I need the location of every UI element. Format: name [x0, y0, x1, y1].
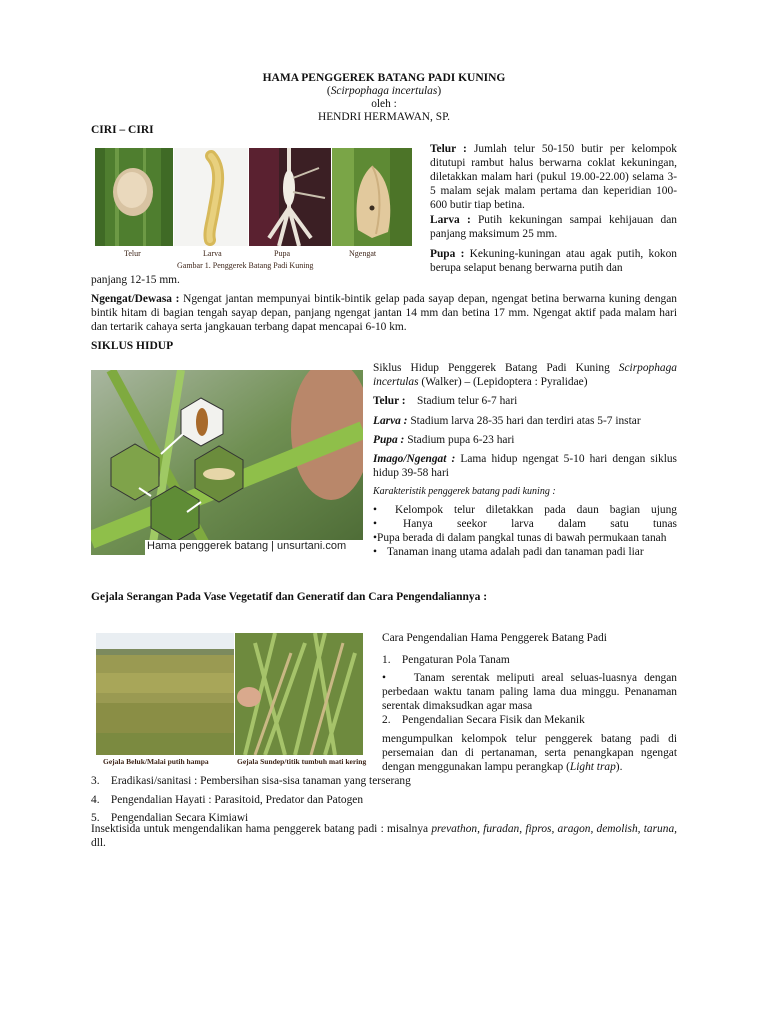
pupa-text: Kekuning-kuningan atau agak putih, kokon berupa selaput benang berwarna putih dan [430, 248, 677, 274]
by-line: oleh : [371, 98, 397, 110]
larva-desc [430, 214, 677, 242]
siklus-larva-label: Larva : [373, 415, 408, 427]
karakter-text: Kelompok telur diletakkan pada daun bagian ujung [395, 504, 677, 516]
cara-item-2: 2. Pengendalian Secara Fisik dan Mekanik [382, 714, 585, 726]
siklus-imago-text: Lama hidup ngengat 5-10 hari dengan siklus hidup 39-58 hari [373, 453, 677, 479]
label-ngengat: Ngengat [349, 249, 377, 258]
page-subtitle [0, 85, 768, 98]
telur-photo [95, 148, 173, 246]
page-title: HAMA PENGGEREK BATANG PADI KUNING [262, 72, 506, 84]
label-larva: Larva [203, 249, 222, 258]
siklus-photo [91, 370, 363, 555]
siklus-pupa-label: Pupa : [373, 434, 405, 446]
sundep-photo [235, 633, 363, 755]
cara-item-5: 5. Pengendalian Secara Kimiawi [91, 812, 249, 824]
siklus-intro-a: Siklus Hidup Penggerek Batang Padi Kuning [373, 362, 610, 374]
cara-item-2-text [382, 733, 677, 775]
ngengat-text: Ngengat jantan mempunyai bintik-bintik gelap pada sayap depan, ngengat betina berwarna kuning dengan bintik hitam di bagian tengah sayap depan, panjang ngengat jantan 14 mm dan betina 17 mm. Ngengat aktif pada malam hari dan tertarik cahaya serta jangkauan terbang dapat mencapai 6-10 km. [91, 293, 677, 333]
insektisida-a: Insektisida untuk mengendalikan hama penggerek batang padi : misalnya [91, 823, 429, 835]
beluk-caption: Gejala Beluk/Malai putih hampa [103, 757, 209, 766]
siklus-imago-label: Imago/Ngengat : [373, 453, 456, 465]
larva-text: Putih kekuningan sampai kehijauan dan panjang maksimum 25 mm. [430, 214, 677, 240]
bullet-icon: • [373, 517, 377, 530]
siklus-larva-text: Stadium larva 28-35 hari dan terdiri atas 5-7 instar [410, 415, 641, 427]
cara-item-2-latin: Light trap [569, 760, 616, 773]
siklus-pupa-text: Stadium pupa 6-23 hari [407, 434, 515, 446]
cara-item-2-end: ). [615, 760, 623, 773]
ngengat-label: Ngengat/Dewasa : [91, 293, 180, 305]
figure-caption: Gambar 1. Penggerek Batang Padi Kuning [177, 261, 314, 270]
paren-close: ) [437, 85, 442, 97]
sundep-caption: Gejala Sundep/titik tumbuh mati kering [237, 757, 367, 766]
karakter-title: Karakteristik penggerek batang padi kuning : [373, 486, 556, 497]
label-telur: Telur [124, 249, 141, 258]
cara-item-3: 3. Eradikasi/sanitasi : Pembersihan sisa-sisa tanaman yang terserang [91, 775, 411, 787]
gejala-heading: Gejala Serangan Pada Vase Vegetatif dan Generatif dan Cara Pengendaliannya : [91, 591, 488, 603]
ngengat-desc [91, 293, 677, 335]
karakter-item [373, 518, 677, 532]
cara-item-4: 4. Pengendalian Hayati : Parasitoid, Predator dan Patogen [91, 794, 364, 806]
siklus-pupa [373, 434, 514, 448]
karakter-item [373, 504, 677, 518]
siklus-telur [373, 395, 517, 409]
karakter-text-wrap [377, 532, 666, 544]
siklus-telur-label: Telur : [373, 395, 406, 407]
siklus-larva [373, 415, 641, 429]
document-header [0, 72, 768, 124]
larva-image [174, 148, 248, 246]
ciri-heading: CIRI – CIRI [91, 124, 154, 136]
pupa-label: Pupa : [430, 248, 465, 260]
beluk-image [96, 633, 234, 755]
siklus-photo-caption: Hama penggerek batang | unsurtani.com [147, 540, 347, 552]
label-pupa: Pupa [274, 249, 290, 258]
bullet-icon: • [373, 504, 377, 516]
insektisida-text [91, 823, 677, 851]
insektisida-latin: prevathon, furadan, fipros, aragon, demolish, taruna, [431, 823, 677, 835]
pupa-desc-cont: panjang 12-15 mm. [91, 274, 180, 286]
karakter-text: Tanaman inang utama adalah padi dan tanaman padi liar [387, 545, 644, 558]
siklus-heading: SIKLUS HIDUP [91, 340, 174, 352]
sundep-image [235, 633, 363, 755]
pupa-desc [430, 248, 677, 276]
cara-item-1-text: • Tanam serentak meliputi areal seluas-luasnya dengan perbedaan waktu tanam paling lama dua minggu. Penanaman serentak dimaksudkan agar masa [382, 672, 680, 712]
beluk-photo [96, 633, 234, 755]
ngengat-image [332, 148, 412, 246]
paren-open: ( [326, 85, 331, 97]
karakter-text: Pupa berada di dalam pangkal tunas di bawah permukaan tanah [377, 531, 667, 544]
bullet-icon: • [373, 545, 377, 558]
author-name: HENDRI HERMAWAN, SP. [318, 111, 450, 123]
cara-title: Cara Pengendalian Hama Penggerek Batang Padi [382, 632, 607, 644]
siklus-intro-b: (Walker) – (Lepidoptera : Pyralidae) [421, 375, 588, 388]
karakter-list [373, 504, 677, 560]
bullet-icon: • [373, 531, 377, 544]
pupa-photo [249, 148, 331, 246]
siklus-imago [373, 453, 677, 481]
siklus-image [91, 370, 363, 555]
karakter-item [373, 546, 677, 560]
cara-item-2-body: mengumpulkan kelompok telur penggerek batang padi di persemaian dan di pertanaman, serta penangkapan ngengat dengan menggunakan lampu perangkap ( [382, 733, 677, 773]
subtitle-latin: Scirpophaga incertulas [330, 85, 438, 97]
telur-image [95, 148, 173, 246]
pupa-image [249, 148, 331, 246]
telur-label: Telur : [430, 143, 467, 155]
karakter-item [373, 532, 677, 546]
siklus-intro-latin: Scirpophaga incertulas [373, 362, 677, 388]
karakter-text: Hanya seekor larva dalam satu tunas [403, 517, 677, 530]
telur-desc [430, 143, 677, 213]
larva-photo [174, 148, 248, 246]
telur-text: Jumlah telur 50-150 butir per kelompok ditutupi rambut halus berwarna coklat kekuningan, diletakkan malam hari (pukul 19.00-22.00) selama 3-5 malam sejak malam pertama dan keperidian 100-600 butir tiap betina. [430, 143, 677, 211]
siklus-intro [373, 362, 677, 390]
cara-item-1: 1. Pengaturan Pola Tanam [382, 654, 510, 666]
insektisida-end: dll. [91, 836, 106, 849]
larva-label: Larva : [430, 214, 471, 226]
ngengat-photo [332, 148, 412, 246]
siklus-telur-text: Stadium telur 6-7 hari [417, 395, 518, 407]
